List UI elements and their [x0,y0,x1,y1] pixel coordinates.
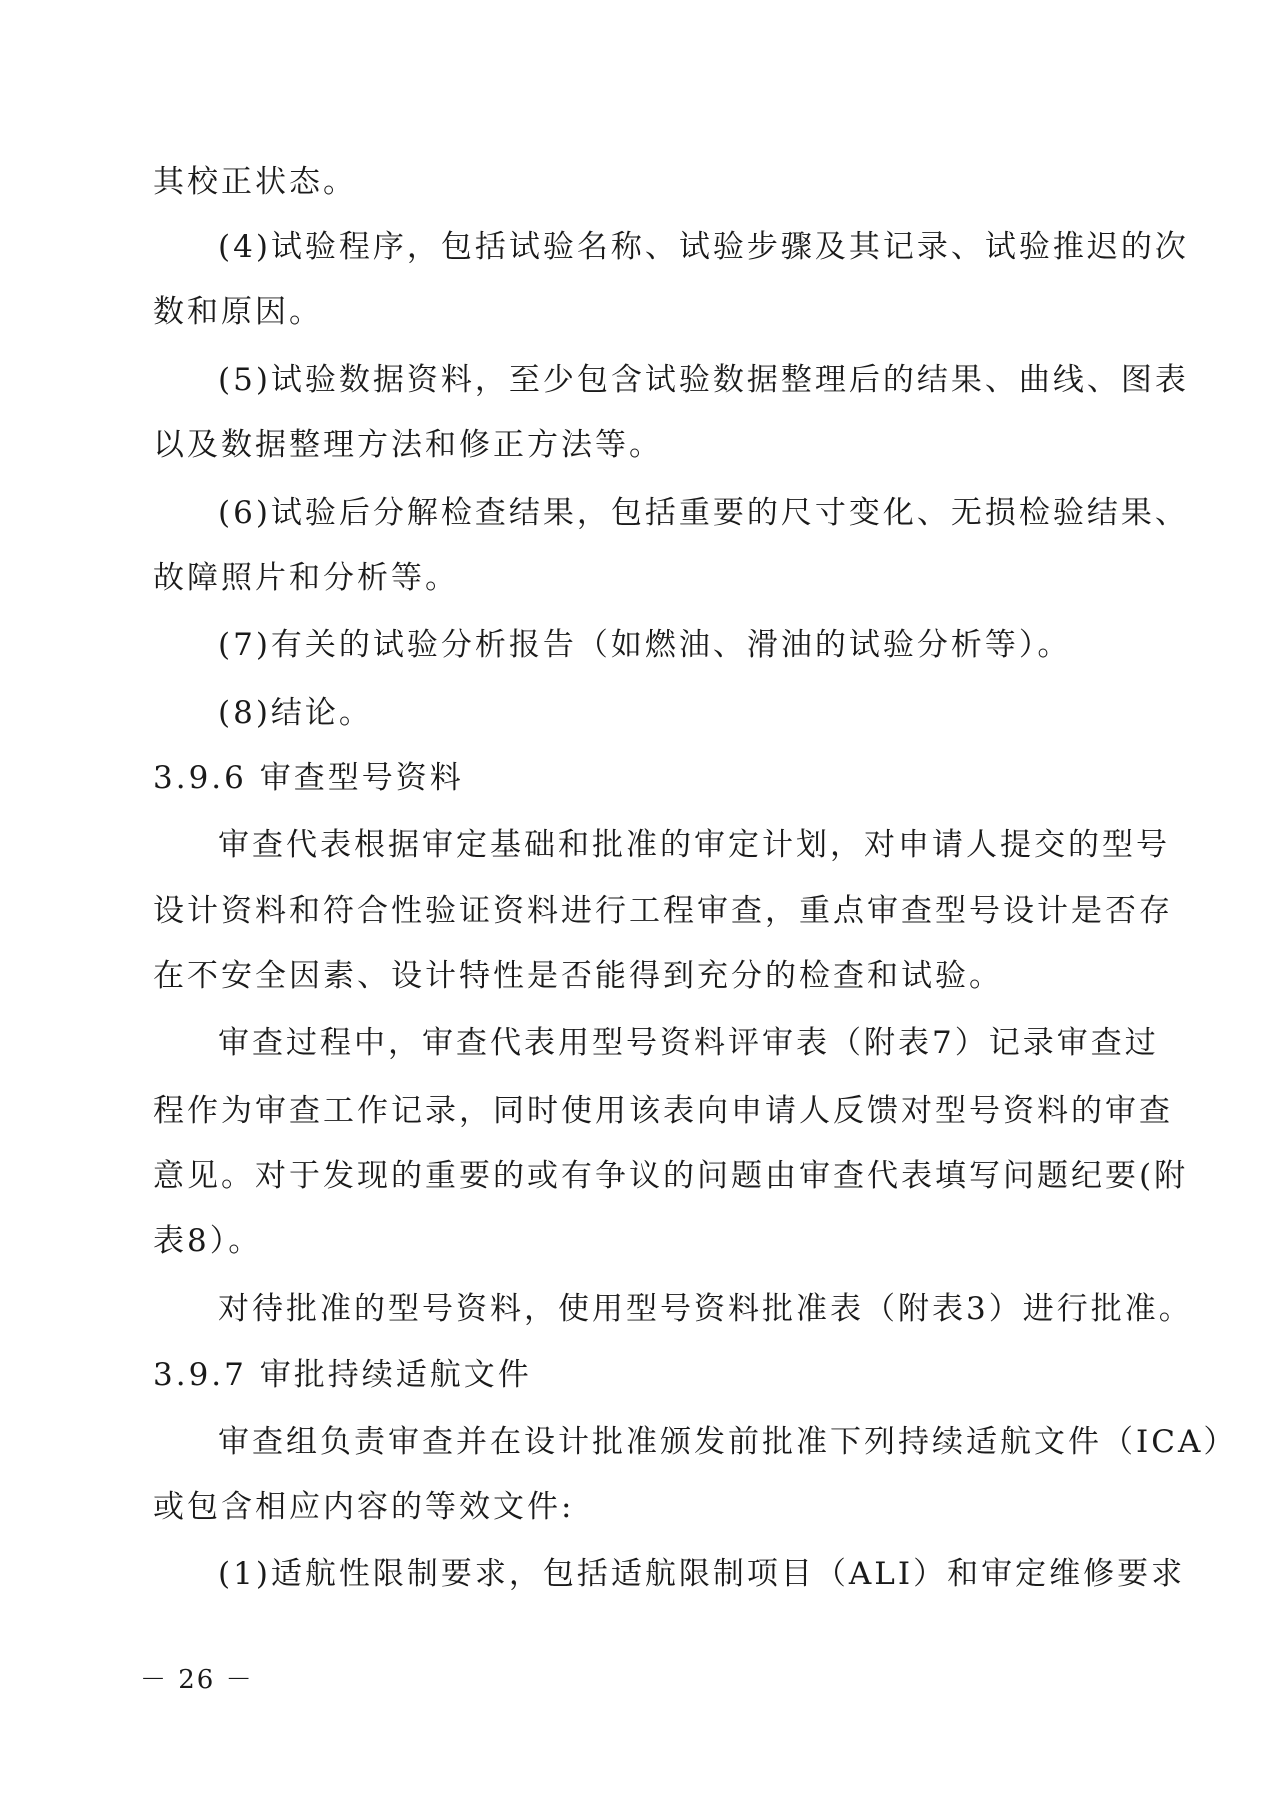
text-line: 表8）。 [153,1223,263,1259]
text-line: 对待批准的型号资料，使用型号资料批准表（附表3）进行批准。 [218,1291,1193,1327]
text-line: (5)试验数据资料，至少包含试验数据整理后的结果、曲线、图表 [218,362,1189,398]
text-line: 数和原因。 [153,294,323,330]
text-line: 审查组负责审查并在设计批准颁发前批准下列持续适航文件（ICA） [218,1424,1238,1460]
text-line: (4)试验程序，包括试验名称、试验步骤及其记录、试验推迟的次 [218,229,1189,265]
section-heading: 3.9.7 审批持续适航文件 [153,1357,532,1393]
section-heading: 3.9.6 审查型号资料 [153,760,464,796]
text-line: 审查代表根据审定基础和批准的审定计划，对申请人提交的型号 [218,827,1170,863]
text-line: 以及数据整理方法和修正方法等。 [153,427,663,463]
text-line: 在不安全因素、设计特性是否能得到充分的检查和试验。 [153,958,1003,994]
page-number: － 26 － [140,1665,254,1695]
text-line: (7)有关的试验分析报告（如燃油、滑油的试验分析等）。 [218,627,1072,663]
text-line: 故障照片和分析等。 [153,560,459,596]
text-line: 审查过程中，审查代表用型号资料评审表（附表7）记录审查过 [218,1025,1159,1061]
text-line: 意见。对于发现的重要的或有争议的问题由审查代表填写问题纪要(附 [153,1158,1189,1194]
text-line: 或包含相应内容的等效文件: [153,1489,575,1525]
text-line: 其校正状态。 [153,164,357,200]
text-line: (8)结论。 [218,695,373,731]
text-line: (6)试验后分解检查结果，包括重要的尺寸变化、无损检验结果、 [218,495,1189,531]
text-line: 程作为审查工作记录，同时使用该表向申请人反馈对型号资料的审查 [153,1093,1173,1129]
text-line: (1)适航性限制要求，包括适航限制项目（ALI）和审定维修要求 [218,1556,1186,1592]
text-line: 设计资料和符合性验证资料进行工程审查，重点审查型号设计是否存 [153,893,1173,929]
